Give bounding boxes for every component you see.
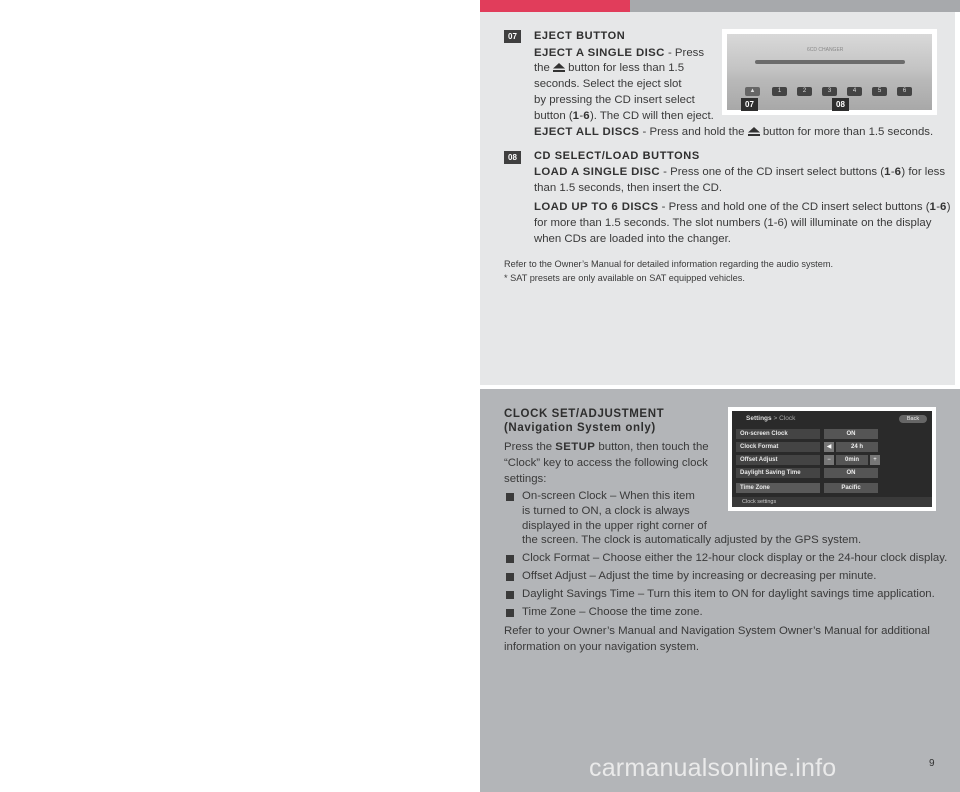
screen-footer: Clock settings — [732, 497, 932, 507]
screen-row-value: ON — [824, 468, 878, 478]
eject-icon — [748, 127, 760, 136]
bullet-onscreen-line2: is turned to ON, a clock is always — [522, 505, 690, 517]
cd-select-button: 6 — [897, 87, 912, 96]
eject-icon — [553, 63, 565, 72]
screen-row-label: On-screen Clock — [736, 429, 820, 439]
bullet-square-icon — [506, 591, 514, 599]
clock-screen-photo — [728, 407, 936, 511]
load-single-line2: than 1.5 seconds, then insert the CD. — [534, 182, 723, 194]
load-heading: CD SELECT/LOAD BUTTONS — [534, 150, 700, 162]
screen-row-value: Pacific — [824, 483, 878, 493]
header-accent — [480, 0, 630, 12]
bullet-daylight: Daylight Savings Time – Turn this item to ON for daylight savings time application. — [522, 588, 935, 600]
bullet-square-icon — [506, 609, 514, 617]
eject-all-line: EJECT ALL DISCS - Press and hold the button for more than 1.5 seconds. — [534, 126, 934, 138]
bullet-onscreen-line4: the screen. The clock is automatically adjusted by the GPS system. — [522, 534, 862, 546]
screen-row-value: 24 h — [836, 442, 878, 452]
load-six-line3: when CDs are loaded into the changer. — [534, 233, 731, 245]
clock-intro-line2: “Clock” key to access the following clock — [504, 457, 708, 469]
cd-select-button: 4 — [847, 87, 862, 96]
clock-outro-line2: information on your navigation system. — [504, 641, 700, 653]
clock-heading: CLOCK SET/ADJUSTMENT — [504, 408, 665, 420]
cd-select-button: 1 — [772, 87, 787, 96]
cd-select-button: 5 — [872, 87, 887, 96]
bullet-onscreen-line1: On-screen Clock – When this item — [522, 490, 695, 502]
bullet-time-zone: Time Zone – Choose the time zone. — [522, 606, 703, 618]
screen-row-label: Daylight Saving Time — [736, 468, 820, 478]
audio-note: Refer to the Owner’s Manual for detailed information regarding the audio system. — [504, 259, 834, 269]
screen-row-label: Offset Adjust — [736, 455, 820, 465]
load-single-line1: LOAD A SINGLE DISC - Press one of the CD insert select buttons (1-6) for less — [534, 166, 946, 178]
cd-eject-button: ▲ — [745, 87, 760, 96]
nav-screen — [732, 411, 932, 507]
cd-callout-08: 08 — [832, 98, 849, 111]
watermark: carmanualsonline.info — [589, 754, 837, 782]
load-six-line2: for more than 1.5 seconds. The slot numbers (1-6) will illuminate on the display — [534, 217, 932, 229]
screen-row-value: 0min — [836, 455, 868, 465]
section-badge-08: 08 — [504, 151, 521, 164]
cd-changer-label: 6CD CHANGER — [807, 47, 844, 53]
left-arrow-icon: ◀ — [824, 442, 834, 452]
clock-intro-line1: Press the SETUP button, then touch the — [504, 441, 709, 453]
cd-slot — [755, 60, 905, 64]
minus-icon: − — [824, 455, 834, 465]
plus-icon: + — [870, 455, 880, 465]
load-six-line1: LOAD UP TO 6 DISCS - Press and hold one of the CD insert select buttons (1-6) — [534, 201, 951, 213]
cd-select-button: 2 — [797, 87, 812, 96]
bullet-square-icon — [506, 573, 514, 581]
screen-title: Settings > Clock — [746, 415, 796, 422]
cd-callout-07: 07 — [741, 98, 758, 111]
eject-single-line3: seconds. Select the eject slot — [534, 78, 682, 90]
screen-row-label: Time Zone — [736, 483, 820, 493]
eject-single-line2: the button for less than 1.5 — [534, 62, 685, 74]
section-badge-07: 07 — [504, 30, 521, 43]
page-number: 9 — [929, 758, 935, 769]
screen-row-label: Clock Format — [736, 442, 820, 452]
bullet-square-icon — [506, 493, 514, 501]
screen-back-button: Back — [899, 415, 927, 423]
bullet-onscreen-line3: displayed in the upper right corner of — [522, 520, 707, 532]
bullet-offset-adjust: Offset Adjust – Adjust the time by increasing or decreasing per minute. — [522, 570, 877, 582]
eject-single-line4: by pressing the CD insert select — [534, 94, 695, 106]
cd-select-button: 3 — [822, 87, 837, 96]
clock-intro-line3: settings: — [504, 473, 547, 485]
eject-single-line5: button (1-6). The CD will then eject. — [534, 110, 714, 122]
bullet-square-icon — [506, 555, 514, 563]
bullet-clock-format: Clock Format – Choose either the 12-hour clock display or the 24-hour clock display. — [522, 552, 948, 564]
eject-heading: EJECT BUTTON — [534, 30, 626, 42]
screen-row-value: ON — [824, 429, 878, 439]
eject-single-line1: EJECT A SINGLE DISC - Press — [534, 47, 705, 59]
cd-changer-unit — [727, 34, 932, 110]
clock-outro-line1: Refer to your Owner’s Manual and Navigation System Owner’s Manual for additional — [504, 625, 930, 637]
cd-changer-photo — [722, 29, 937, 115]
clock-subheading: (Navigation System only) — [504, 422, 656, 434]
sat-note: * SAT presets are only available on SAT equipped vehicles. — [504, 273, 745, 283]
